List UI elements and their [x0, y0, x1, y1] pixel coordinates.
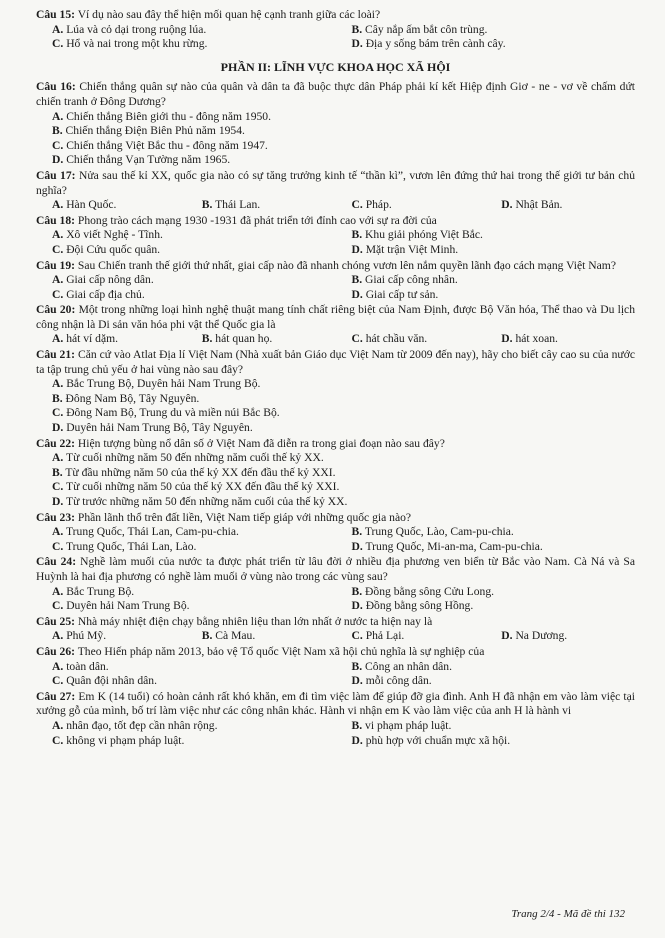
answer-option: [336, 273, 636, 288]
option-letter: B.: [201, 629, 213, 643]
option-text: Duyên hải Nam Trung Bộ, Tây Nguyên.: [66, 421, 253, 435]
question-stem: [36, 615, 635, 630]
answer-option: [485, 332, 635, 347]
option-letter: B.: [201, 332, 213, 346]
answer-option: [36, 674, 336, 689]
answer-option: [336, 674, 636, 689]
question-stem: [36, 555, 635, 584]
option-letter: A.: [52, 629, 64, 643]
option-text: phù hợp với chuẩn mực xã hội.: [365, 733, 511, 747]
answer-option: [336, 23, 636, 38]
option-letter: D.: [351, 674, 363, 688]
answer-option: [36, 495, 635, 510]
question-number: Câu 16:: [36, 80, 76, 94]
option-letter: B.: [52, 124, 63, 138]
answer-option: [36, 273, 336, 288]
option-letter: B.: [351, 525, 363, 539]
answer-option: [336, 585, 636, 600]
option-letter: C.: [52, 406, 64, 420]
option-letter: D.: [351, 242, 363, 256]
option-text: Công an nhân dân.: [365, 659, 452, 673]
option-text: Hàn Quốc.: [66, 198, 117, 212]
option-text: không vi phạm pháp luật.: [66, 733, 185, 747]
answer-option: [36, 332, 186, 347]
answer-option: [36, 480, 635, 495]
answer-options: [36, 332, 635, 347]
option-text: Trung Quốc, Mi-an-ma, Cam-pu-chia.: [365, 539, 543, 553]
answer-option: [36, 599, 336, 614]
option-text: Xô viết Nghệ - Tĩnh.: [66, 228, 163, 242]
answer-option: [336, 599, 636, 614]
option-text: Phú Mỹ.: [66, 629, 107, 643]
answer-options: [36, 525, 635, 554]
answer-option: [36, 377, 635, 392]
option-letter: A.: [52, 273, 64, 287]
option-letter: D.: [501, 629, 513, 643]
answer-options: [36, 719, 635, 748]
option-letter: C.: [52, 733, 64, 747]
answer-option: [336, 525, 636, 540]
question-block: [36, 437, 635, 510]
question-block: [36, 214, 635, 258]
question-text: Phần lãnh thổ trên đất liền, Việt Nam tiếp giáp với những quốc gia nào?: [77, 510, 412, 524]
option-letter: A.: [52, 22, 64, 36]
question-number: Câu 24:: [36, 555, 77, 569]
option-text: Chiến thắng Vạn Tường năm 1965.: [66, 153, 231, 167]
option-letter: A.: [52, 659, 64, 673]
answer-options: [36, 585, 635, 614]
answer-options: [36, 198, 635, 213]
option-text: Cây nắp ấm bắt côn trùng.: [365, 22, 488, 36]
option-text: Giai cấp tư sản.: [365, 287, 439, 301]
answer-option: [186, 198, 336, 213]
option-letter: C.: [351, 629, 363, 643]
question-text: Ví dụ nào sau đây thể hiện mối quan hệ cạnh tranh giữa các loài?: [77, 8, 381, 21]
option-letter: C.: [52, 599, 64, 613]
option-text: Phả Lại.: [365, 629, 405, 643]
option-letter: C.: [52, 539, 64, 553]
answer-options: [36, 273, 635, 302]
question-block: [36, 303, 635, 347]
question-stem: [36, 303, 635, 332]
option-text: Đông Nam Bộ, Tây Nguyên.: [65, 391, 200, 405]
question-stem: [36, 8, 635, 23]
question-block: [36, 169, 635, 213]
answer-option: [36, 540, 336, 555]
question-block: [36, 259, 635, 303]
option-letter: D.: [52, 153, 64, 167]
option-text: Na Dương.: [515, 629, 568, 643]
option-letter: B.: [351, 22, 363, 36]
question-block: [36, 348, 635, 436]
option-text: hát ví dặm.: [66, 332, 119, 346]
answer-options: [36, 660, 635, 689]
question-number: Câu 15:: [36, 8, 75, 21]
answer-option: [36, 466, 635, 481]
answer-option: [186, 629, 336, 644]
question-number: Câu 18:: [36, 213, 75, 227]
question-number: Câu 25:: [36, 614, 75, 628]
answer-option: [336, 734, 636, 749]
question-text: Theo Hiến pháp năm 2013, bảo vệ Tổ quốc Việt Nam xã hội chủ nghĩa là sự nghiệp của: [77, 644, 485, 658]
option-text: Khu giải phóng Việt Bắc.: [365, 228, 483, 242]
answer-option: [36, 37, 336, 52]
option-letter: D.: [351, 599, 363, 613]
answer-options: [36, 23, 635, 52]
option-letter: C.: [52, 138, 64, 152]
answer-option: [36, 585, 336, 600]
option-text: Từ đầu những năm 50 của thế kỷ XX đến đầu thế kỷ XXI.: [65, 465, 336, 479]
option-text: Bắc Trung Bộ.: [66, 584, 135, 598]
answer-option: [36, 124, 635, 139]
option-text: Giai cấp địa chủ.: [66, 287, 145, 301]
answer-option: [336, 332, 486, 347]
option-letter: A.: [52, 198, 64, 212]
option-letter: A.: [52, 451, 64, 465]
question-stem: [36, 437, 635, 452]
question-number: Câu 23:: [36, 510, 75, 524]
answer-options: [36, 377, 635, 435]
answer-option: [36, 719, 336, 734]
option-letter: B.: [351, 228, 363, 242]
option-text: Chiến thắng Điện Biên Phủ năm 1954.: [65, 124, 245, 138]
option-text: Hổ và nai trong một khu rừng.: [66, 37, 208, 51]
question-group-natural-science: [36, 8, 635, 52]
option-text: Pháp.: [365, 198, 392, 212]
option-text: Duyên hải Nam Trung Bộ.: [66, 599, 190, 613]
option-text: hát xoan.: [515, 332, 558, 346]
option-letter: C.: [351, 198, 363, 212]
option-letter: D.: [351, 287, 363, 301]
option-text: mỗi công dân.: [365, 674, 432, 688]
answer-options: [36, 228, 635, 257]
option-letter: B.: [52, 391, 63, 405]
question-number: Câu 22:: [36, 436, 75, 450]
question-block: [36, 645, 635, 689]
answer-options: [36, 451, 635, 509]
answer-option: [36, 734, 336, 749]
option-letter: C.: [52, 674, 64, 688]
option-text: Chiến thắng Việt Bắc thu - đông năm 1947.: [66, 138, 268, 152]
question-text: Nghề làm muối của nước ta được phát triển từ lâu đời ở nhiều địa phương ven biển từ Bắc vào Nam. Cà Ná và Sa Huỳnh là hai địa phương có nghề làm muối ở vùng nào trong các vùng sau?: [36, 555, 635, 583]
option-text: Cà Mau.: [215, 629, 256, 643]
option-text: Giai cấp công nhân.: [365, 273, 458, 287]
answer-options: [36, 110, 635, 168]
option-text: toàn dân.: [66, 659, 109, 673]
answer-option: [336, 198, 486, 213]
answer-option: [336, 660, 636, 675]
option-letter: D.: [351, 539, 363, 553]
question-number: Câu 26:: [36, 644, 75, 658]
answer-option: [36, 406, 635, 421]
answer-option: [485, 198, 635, 213]
option-text: Đội Cứu quốc quân.: [66, 242, 161, 256]
option-letter: D.: [351, 733, 363, 747]
answer-option: [336, 243, 636, 258]
option-text: Chiến thắng Biên giới thu - đông năm 1950.: [66, 109, 272, 123]
question-text: Phong trào cách mạng 1930 -1931 đã phát triển tới đỉnh cao với sự ra đời của: [77, 213, 437, 227]
option-text: Trung Quốc, Lào, Cam-pu-chia.: [364, 525, 514, 539]
answer-option: [336, 288, 636, 303]
question-number: Câu 27:: [36, 689, 76, 703]
option-letter: D.: [501, 198, 513, 212]
option-text: Đồng bằng sông Hồng.: [365, 599, 474, 613]
option-text: Lúa và cỏ dại trong ruộng lúa.: [66, 22, 207, 36]
answer-option: [36, 451, 635, 466]
option-letter: B.: [52, 465, 63, 479]
question-stem: [36, 645, 635, 660]
question-text: Nhà máy nhiệt điện chạy bằng nhiên liệu than lớn nhất ở nước ta hiện nay là: [77, 614, 433, 628]
option-letter: B.: [351, 273, 363, 287]
option-text: Nhật Bản.: [515, 198, 563, 212]
option-text: Trung Quốc, Thái Lan, Cam-pu-chia.: [65, 525, 239, 539]
question-text: Em K (14 tuổi) có hoàn cảnh rất khó khăn, em đi tìm việc làm để giúp đỡ gia đình. Anh H đã nhận em vào làm việc tại xưởng gỗ của mình, bố trí làm việc như các công nhân khác. Hành vi nhận em K vào làm việc của anh H là hành vi: [36, 689, 635, 718]
question-stem: [36, 80, 635, 109]
answer-option: [36, 392, 635, 407]
option-letter: A.: [52, 377, 64, 391]
option-letter: C.: [52, 480, 64, 494]
option-letter: C.: [52, 242, 64, 256]
option-letter: A.: [52, 525, 64, 539]
option-letter: D.: [52, 421, 64, 435]
answer-option: [36, 525, 336, 540]
option-letter: A.: [52, 109, 64, 123]
option-letter: A.: [52, 228, 64, 242]
answer-option: [36, 243, 336, 258]
option-text: Từ trước những năm 50 đến những năm cuối của thế kỷ XX.: [65, 495, 348, 508]
question-text: Một trong những loại hình nghệ thuật mang tính chất riêng biệt của Nam Định, được Bộ Văn hóa, Thể thao và Du lịch công nhận là Di sản văn hóa phi vật thể Quốc gia là: [36, 303, 635, 331]
answer-option: [36, 629, 186, 644]
question-number: Câu 17:: [36, 168, 76, 182]
answer-option: [336, 719, 636, 734]
answer-option: [36, 198, 186, 213]
question-stem: [36, 348, 635, 377]
option-letter: A.: [52, 584, 64, 598]
option-letter: D.: [351, 37, 363, 51]
question-stem: [36, 169, 635, 198]
answer-option: [36, 139, 635, 154]
answer-option: [336, 37, 636, 52]
question-text: Căn cứ vào Atlat Địa lí Việt Nam (Nhà xuất bản Giáo dục Việt Nam từ 2009 đến nay), hãy cho biết cây cao su của nước ta tập trung chủ yếu ở hai vùng nào sau đây?: [36, 348, 635, 376]
question-stem: [36, 690, 635, 719]
question-number: Câu 19:: [36, 258, 75, 272]
answer-option: [36, 228, 336, 243]
option-letter: B.: [351, 584, 363, 598]
question-text: Sau Chiến tranh thế giới thứ nhất, giai cấp nào đã nhanh chóng vươn lên nắm quyền lãnh đạo cách mạng Việt Nam?: [77, 258, 616, 272]
section-title: PHẦN II: LĨNH VỰC KHOA HỌC XÃ HỘI: [220, 59, 451, 74]
option-text: Từ cuối những năm 50 của thế kỷ XX đến đầu thế kỷ XXI.: [65, 480, 340, 494]
option-text: hát chầu văn.: [365, 332, 428, 346]
option-text: Mặt trận Việt Minh.: [365, 242, 459, 256]
option-letter: C.: [351, 332, 363, 346]
option-text: Bắc Trung Bộ, Duyên hải Nam Trung Bộ.: [66, 377, 261, 391]
option-letter: B.: [201, 198, 213, 212]
question-group-social-science: [36, 80, 635, 748]
question-block: [36, 555, 635, 613]
option-letter: C.: [52, 287, 64, 301]
option-letter: D.: [501, 332, 513, 346]
option-text: Thái Lan.: [215, 198, 261, 212]
option-text: Từ cuối những năm 50 đến những năm cuối thế kỷ XX.: [65, 451, 324, 465]
page-footer: Trang 2/4 - Mã đề thi 132: [511, 908, 625, 921]
question-stem: [36, 511, 635, 526]
option-letter: C.: [52, 37, 64, 51]
option-text: Đông Nam Bộ, Trung du và miền núi Bắc Bộ.: [66, 406, 280, 420]
answer-option: [36, 288, 336, 303]
question-block: [36, 8, 635, 52]
question-block: [36, 690, 635, 748]
option-letter: D.: [52, 495, 64, 508]
question-block: [36, 511, 635, 555]
answer-options: [36, 629, 635, 644]
option-text: Quân đội nhân dân.: [66, 674, 157, 688]
question-stem: [36, 214, 635, 229]
question-text: Nửa sau thế kỉ XX, quốc gia nào có sự tăng trưởng kinh tế “thần kì”, vươn lên đứng thứ hai trong thế giới tư bản chủ nghĩa?: [36, 168, 635, 197]
question-number: Câu 21:: [36, 348, 76, 362]
option-text: Đồng bằng sông Cửu Long.: [365, 584, 495, 598]
option-text: vi phạm pháp luật.: [365, 718, 452, 732]
option-letter: B.: [351, 718, 363, 732]
question-block: [36, 615, 635, 644]
question-number: Câu 20:: [36, 303, 76, 317]
answer-option: [485, 629, 635, 644]
answer-option: [36, 660, 336, 675]
option-letter: A.: [52, 332, 64, 346]
option-letter: A.: [52, 718, 64, 732]
answer-option: [336, 629, 486, 644]
answer-option: [36, 153, 635, 168]
answer-option: [186, 332, 336, 347]
answer-option: [36, 110, 635, 125]
question-text: Chiến thắng quân sự nào của quân và dân ta đã buộc thực dân Pháp phải kí kết Hiệp định Giơ - ne - vơ về chấm dứt chiến tranh ở Đông Dương?: [36, 80, 635, 108]
option-letter: B.: [351, 659, 363, 673]
option-text: hát quan họ.: [215, 332, 273, 346]
question-stem: [36, 259, 635, 274]
option-text: Trung Quốc, Thái Lan, Lào.: [65, 539, 197, 553]
question-text: Hiện tượng bùng nổ dân số ở Việt Nam đã diễn ra trong giai đoạn nào sau đây?: [77, 436, 445, 450]
option-text: nhân đạo, tốt đẹp cần nhân rộng.: [66, 718, 218, 732]
answer-option: [36, 23, 336, 38]
answer-option: [336, 228, 636, 243]
option-text: Địa y sống bám trên cành cây.: [365, 37, 506, 51]
answer-option: [336, 540, 636, 555]
option-text: Giai cấp nông dân.: [66, 273, 154, 287]
answer-option: [36, 421, 635, 436]
question-block: [36, 80, 635, 168]
